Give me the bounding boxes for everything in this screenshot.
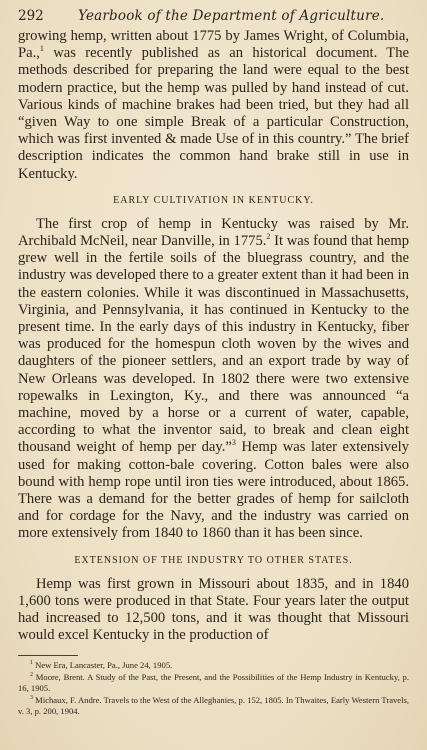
early-text-c: Hemp was later extensively used for making cotton-bale covering. Cotton bales were also bound with hemp rope until iron ties were introduced, about 1865. There was a demand for the better grades of hemp for sailcloth and for cordage for the Navy, and the industry was carried on more extensively from 1840 to 1860 than it has been since. xyxy=(18,439,409,542)
footnote xyxy=(18,660,409,671)
footnote-ref: 2 xyxy=(266,232,271,242)
footnotes xyxy=(18,660,409,717)
early-text-b: It was found that hemp grew well in the fertile soils of the bluegrass country, and the industry was developed there to a greater extent than it had been in the eastern colonies. While it was discontinued in Massachusetts, Virginia, and Pennsylvania, it has continued in Kentucky to the present time. In the early days of this industry in Kentucky, fiber was produced for the homespun cloth woven by the wives and daughters of the pioneer settlers, and an export trade by way of New Orleans was developed. In 1802 there were two extensive ropewalks in Lexington, Ky., and there was announced “a machine, moved by a horse or a current of water, capable, according to what the inventor said, to break and clean eight thousand weight of hemp per day.” xyxy=(18,233,409,456)
section-heading-early-cultivation: EARLY CULTIVATION IN KENTUCKY. xyxy=(113,194,314,206)
footnote xyxy=(18,695,409,717)
running-head: Yearbook of the Department of Agriculture. xyxy=(78,8,385,24)
footnote-text: Moore, Brent. A Study of the Past, the Present, and the Possibilities of the Hemp Industry in Kentucky, p. 16, 1905. xyxy=(18,671,409,693)
footnote-ref: 3 xyxy=(231,438,236,448)
footnote-text: New Era, Lancaster, Pa., June 24, 1905. xyxy=(35,659,173,670)
page-number: 292 xyxy=(18,8,44,24)
intro-paragraph xyxy=(18,28,409,183)
intro-text-a: growing hemp, written about 1775 by James Wright, of Columbia, Pa., xyxy=(18,28,409,62)
page-header xyxy=(18,6,409,26)
footnote-divider xyxy=(18,655,78,656)
footnote xyxy=(18,672,409,694)
early-cultivation-paragraph xyxy=(18,216,409,543)
extension-paragraph: Hemp was first grown in Missouri about 1835, and in 1840 1,600 tons were produced in that State. Four years later the output had increased to 12,500 tons, and it was thought that Missouri would excel Kentucky in the production of xyxy=(18,575,409,644)
intro-text-b: was recently published as an historical document. The methods described for preparing the land were equal to the best modern practice, but the hemp was pulled by hand instead of cut. Various kinds of machine brakes had been tried, but they had all “given Way to one simple Break of a particular Construction, which was first invented & made Use of in this country.” The brief description indicates the common hand brake still in use in Kentucky. xyxy=(18,45,409,182)
section-heading-extension: EXTENSION OF THE INDUSTRY TO OTHER STATES. xyxy=(74,554,353,566)
footnote-ref: 1 xyxy=(39,44,44,54)
footnote-number: 1 xyxy=(30,659,33,666)
early-text-a: The first crop of hemp in Kentucky was raised by Mr. Archibald McNeil, near Danville, in 1775. xyxy=(18,215,409,250)
footnote-text: Michaux, F. Andre. Travels to the West of the Alleghanies, p. 152, 1805. In Thwaites, Early Western Travels, v. 3, p. 200, 1904. xyxy=(18,694,410,716)
footnote-number: 2 xyxy=(30,671,33,678)
footnote-number: 3 xyxy=(30,694,33,701)
